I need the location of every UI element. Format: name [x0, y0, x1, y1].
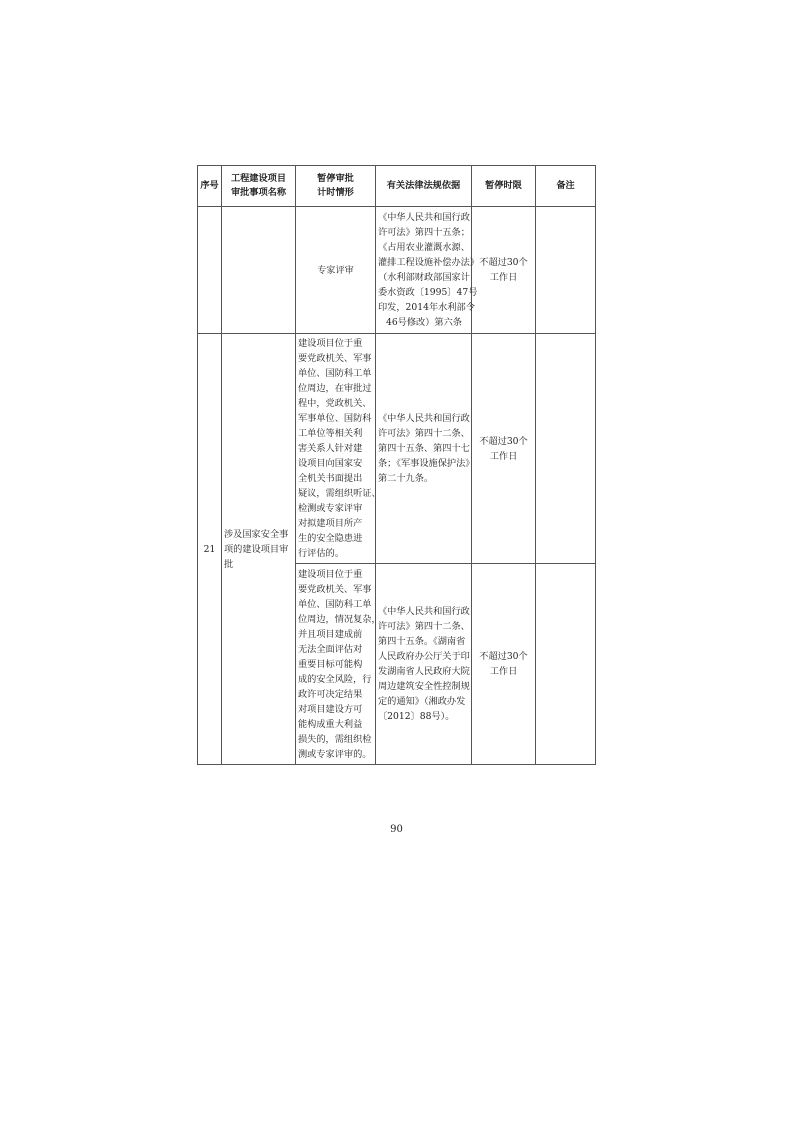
basis-line: 周边建筑安全性控制规	[378, 681, 470, 692]
situation-line: 单位、国防科工单	[298, 368, 372, 379]
situation-line: 疑议，需组织听证、	[298, 488, 381, 499]
basis-line: 《占用农业灌溉水源、	[378, 242, 470, 253]
basis-line: 46号修改）第六条	[385, 317, 462, 328]
header-item	[222, 166, 296, 207]
situation-line: 无法全面评估对	[298, 643, 363, 655]
basis-line: 许可法》第四十五条；	[378, 227, 470, 238]
basis-line: 人民政府办公厅关于印	[378, 651, 470, 662]
basis-line: 《中华人民共和国行政	[378, 413, 470, 424]
header-item-line: 审批事项名称	[230, 187, 287, 198]
period-line: 工作日	[489, 272, 518, 283]
basis-line: 《中华人民共和国行政	[378, 606, 470, 617]
header-situation-line: 计时情形	[317, 187, 354, 198]
basis-line: 印发，2014年水利部令	[378, 302, 475, 313]
period-cell	[472, 207, 536, 334]
basis-line: 许可法》第四十二条、	[378, 428, 470, 439]
situation-line: 害关系人针对建	[298, 443, 363, 454]
period-line: 不超过30个	[479, 257, 528, 268]
remark-cell	[536, 207, 596, 334]
basis-line: 许可法》第四十二条、	[378, 621, 470, 632]
situation-cell	[296, 334, 381, 564]
situation-line: 建设项目位于重	[298, 568, 363, 580]
basis-line: 《中华人民共和国行政	[378, 212, 470, 223]
situation-line: 行评估的。	[298, 548, 344, 559]
situation-line: 设项目向国家安	[298, 458, 363, 469]
period-line: 工作日	[489, 666, 518, 677]
situation-line: 对项目建设方可	[298, 703, 363, 715]
situation-line: 要党政机关、军事	[298, 353, 372, 364]
header-period: 暂停时限	[472, 166, 536, 207]
situation-line: 损失的，需组织检	[298, 733, 372, 745]
situation-line: 生的安全隐患进	[298, 533, 363, 544]
period-line: 不超过30个	[479, 651, 528, 662]
basis-cell	[376, 334, 475, 564]
header-basis: 有关法律法规依据	[376, 166, 472, 207]
situation-line: 位周边，在审批过	[298, 383, 372, 394]
situation-line: 全机关书面提出	[298, 473, 363, 484]
basis-line: 委水资政〔1995〕47号	[378, 287, 478, 298]
situation-line: 检测或专家评审	[298, 503, 363, 514]
basis-line: 定的通知》（湘政办发	[378, 696, 466, 707]
item-cell	[222, 334, 296, 765]
situation-line: 要党政机关、军事	[298, 583, 372, 595]
seq-cell: 21	[198, 334, 222, 765]
situation-line: 并且项目建成前	[298, 628, 363, 640]
item-line: 批	[224, 558, 234, 570]
item-line: 涉及国家安全事	[224, 528, 289, 540]
basis-cell	[376, 564, 472, 765]
situation-line: 工单位等相关利	[298, 428, 363, 439]
basis-line: 第四十五条。《湖南省	[378, 636, 466, 647]
table-row	[198, 207, 596, 334]
period-line: 工作日	[489, 450, 518, 462]
period-line: 不超过30个	[479, 435, 528, 447]
basis-line: 发湖南省人民政府大院	[378, 666, 470, 677]
table-row	[198, 334, 596, 564]
header-remark: 备注	[536, 166, 596, 207]
situation-line: 单位、国防科工单	[298, 598, 372, 610]
situation-line: 政许可决定结果	[298, 688, 363, 700]
header-seq: 序号	[198, 166, 222, 207]
basis-line: 灌排工程设施补偿办法》	[378, 257, 480, 268]
situation-line: 成的安全风险，行	[298, 673, 372, 685]
situation-line: 建设项目位于重	[298, 338, 363, 349]
situation-cell: 专家评审	[296, 207, 376, 334]
situation-cell	[296, 564, 381, 765]
basis-line: （水利部财政部国家计	[378, 272, 470, 283]
situation-line: 对拟建项目所产	[298, 518, 363, 529]
situation-line: 军事单位、国防科	[298, 413, 372, 424]
basis-line: 〔2012〕88号）。	[378, 711, 455, 722]
situation-line: 程中，党政机关、	[298, 398, 372, 409]
period-cell	[472, 334, 536, 564]
basis-cell	[376, 207, 480, 334]
situation-line: 能构成重大利益	[298, 718, 363, 730]
item-line: 项的建设项目审	[224, 543, 289, 555]
header-item-line: 工程建设项目	[230, 173, 287, 184]
seq-cell	[198, 207, 222, 334]
period-cell	[472, 564, 536, 765]
approval-suspension-table	[197, 165, 596, 765]
basis-line: 条；《军事设施保护法》	[378, 458, 475, 469]
header-row	[198, 166, 596, 207]
situation-line: 重要目标可能构	[298, 658, 363, 670]
item-cell	[222, 207, 296, 334]
page-number: 90	[390, 824, 403, 835]
remark-cell	[536, 334, 596, 564]
remark-cell	[536, 564, 596, 765]
header-situation	[296, 166, 376, 207]
basis-line: 第四十五条、第四十七	[378, 443, 470, 454]
basis-line: 第二十九条。	[378, 473, 434, 484]
situation-line: 测或专家评审的。	[298, 748, 372, 760]
situation-line: 位周边，情况复杂，	[298, 613, 381, 625]
header-situation-line: 暂停审批	[317, 173, 354, 184]
